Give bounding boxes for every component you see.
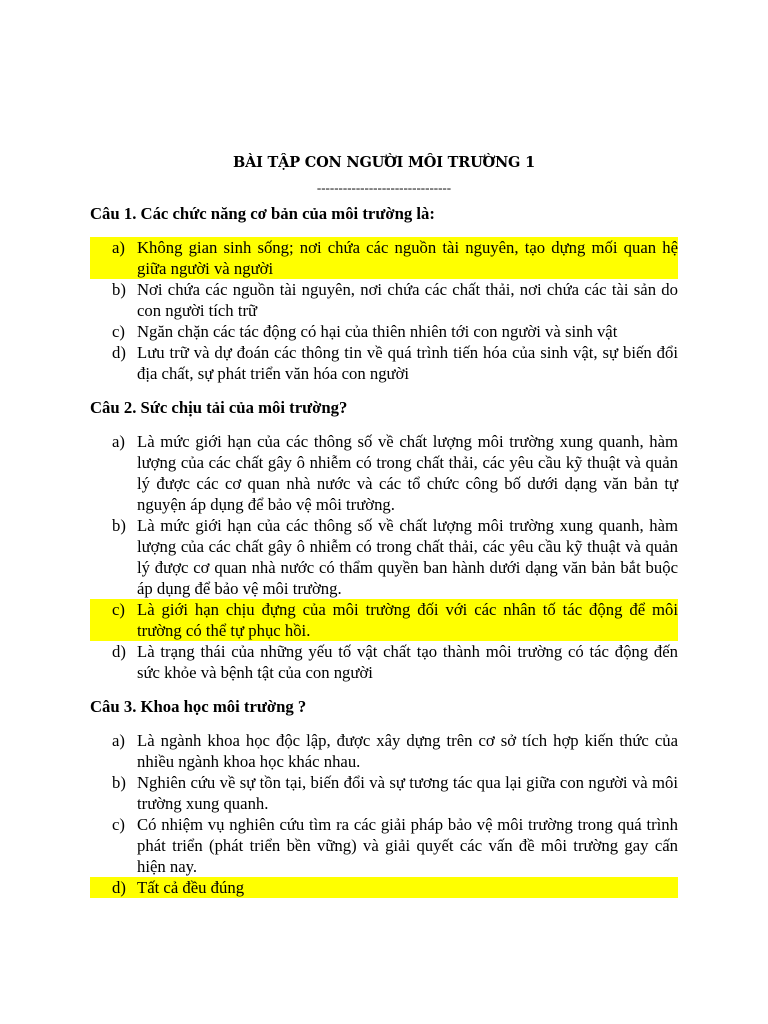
option-item <box>90 237 678 279</box>
option-marker: d) <box>112 878 126 897</box>
option-marker: b) <box>112 773 126 792</box>
document-body <box>90 202 678 910</box>
option-marker: a) <box>112 731 125 750</box>
title-divider: ------------------------------- <box>316 180 452 195</box>
option-list <box>90 431 678 683</box>
option-item <box>90 730 678 772</box>
document-title: BÀI TẬP CON NGƯỜI MÔI TRƯỜNG 1 <box>233 154 535 171</box>
option-marker: c) <box>112 322 125 341</box>
option-list <box>90 730 678 898</box>
option-text: Là giới hạn chịu đựng của môi trường đối với các nhân tố tác động để môi trường có thể tự phục hồi. <box>137 600 678 640</box>
option-item <box>90 814 678 877</box>
option-marker: c) <box>112 600 125 619</box>
option-text: Tất cả đều đúng <box>137 878 245 897</box>
option-item <box>90 431 678 515</box>
option-text: Ngăn chặn các tác động có hại của thiên nhiên tới con người và sinh vật <box>137 322 618 341</box>
option-item <box>90 279 678 321</box>
option-text: Nơi chứa các nguồn tài nguyên, nơi chứa các chất thải, nơi chứa các tài sản do con người tích trữ <box>137 280 678 320</box>
option-list <box>90 237 678 384</box>
option-item <box>90 342 678 384</box>
option-marker: d) <box>112 642 126 661</box>
option-item <box>90 877 678 898</box>
option-text: Nghiên cứu về sự tồn tại, biến đổi và sự tương tác qua lại giữa con người và môi trường xung quanh. <box>137 773 678 813</box>
option-text: Là mức giới hạn của các thông số về chất lượng môi trường xung quanh, hàm lượng của các chất gây ô nhiễm có trong chất thải, các yêu cầu kỹ thuật và quản lý được các cơ quan nhà nước và các tổ chức công bố dưới dạng văn bản tự nguyện áp dụng để bảo vệ môi trường. <box>137 432 678 514</box>
option-text: Là trạng thái của những yếu tố vật chất tạo thành môi trường có tác động đến sức khỏe và bệnh tật của con người <box>137 642 678 682</box>
option-text: Là mức giới hạn của các thông số về chất lượng môi trường xung quanh, hàm lượng của các chất gây ô nhiễm có trong chất thải, các yêu cầu kỹ thuật và quản lý được cơ quan nhà nước có thẩm quyền ban hành dưới dạng văn bản bắt buộc áp dụng để bảo vệ môi trường. <box>137 516 678 598</box>
option-item <box>90 515 678 599</box>
option-marker: b) <box>112 516 126 535</box>
option-item <box>90 772 678 814</box>
option-text: Lưu trữ và dự đoán các thông tin về quá trình tiến hóa của sinh vật, sự biến đổi địa chất, sự phát triển văn hóa con người <box>137 343 678 383</box>
question-heading: Câu 3. Khoa học môi trường ? <box>90 697 307 716</box>
option-text: Có nhiệm vụ nghiên cứu tìm ra các giải pháp bảo vệ môi trường trong quá trình phát triển (phát triển bền vững) và giải quyết các vấn đề môi trường gay cấn hiện nay. <box>137 815 678 876</box>
option-marker: a) <box>112 432 125 451</box>
option-marker: c) <box>112 815 125 834</box>
option-text: Là ngành khoa học độc lập, được xây dựng trên cơ sở tích hợp kiến thức của nhiều ngành khoa học khác nhau. <box>137 731 678 771</box>
option-text: Không gian sinh sống; nơi chứa các nguồn tài nguyên, tạo dựng mối quan hệ giữa người và người <box>137 238 678 278</box>
option-marker: a) <box>112 238 125 257</box>
option-marker: b) <box>112 280 126 299</box>
option-item <box>90 321 678 342</box>
option-item <box>90 599 678 641</box>
question-heading: Câu 1. Các chức năng cơ bản của môi trường là: <box>90 204 435 223</box>
question-heading: Câu 2. Sức chịu tải của môi trường? <box>90 398 348 417</box>
option-marker: d) <box>112 343 126 362</box>
option-item <box>90 641 678 683</box>
